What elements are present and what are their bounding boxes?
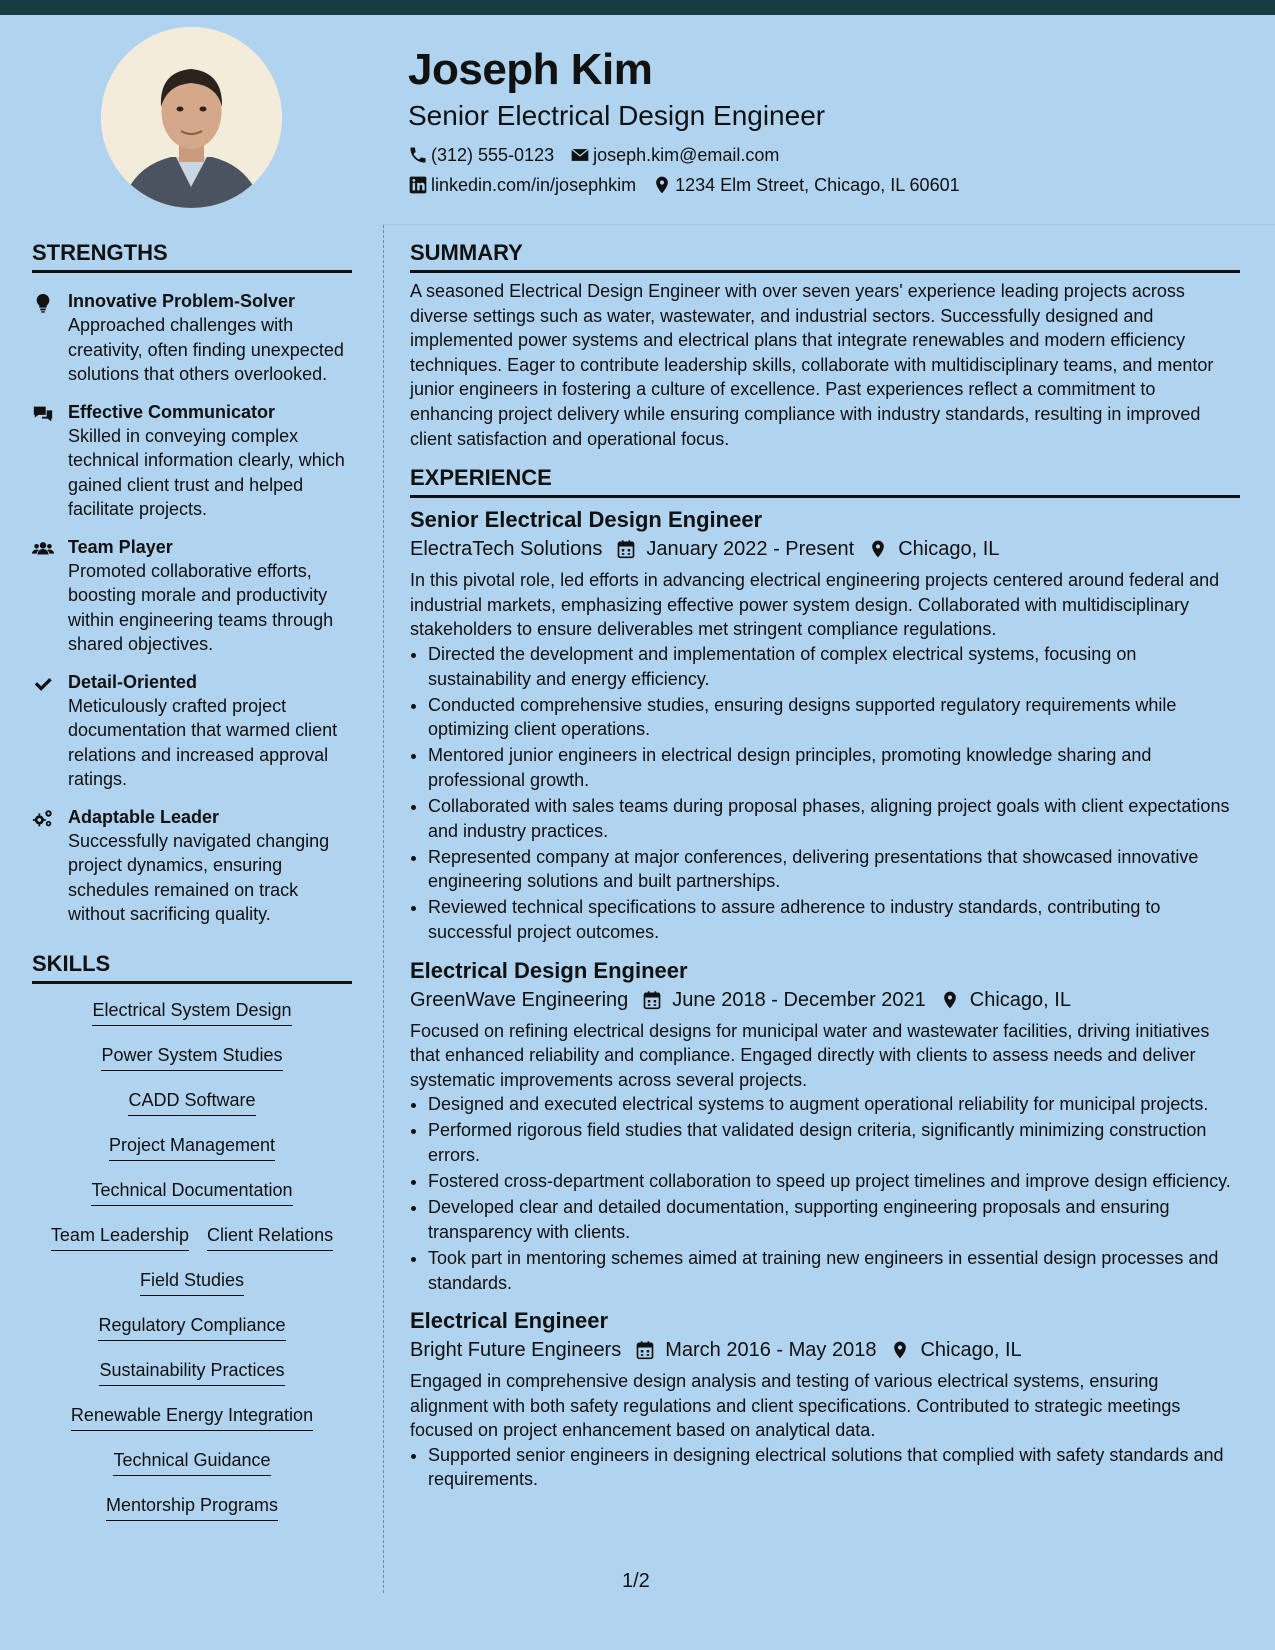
linkedin-icon [408,175,428,195]
job-description: In this pivotal role, led efforts in advancing electrical engineering projects centered around federal and industrial markets, emphasizing effective power system design. Collaborated with multidisciplinary stakeholders to ensure deliverables met stringent compliance regulations. [410,570,1220,640]
phone-number: (312) 555-0123 [431,145,555,165]
job-meta [410,1335,1240,1365]
bullet-item: • Collaborated with sales teams during proposal phases, aligning project goals with client expectations and industry practices. [428,794,1240,843]
email-address: joseph.kim@email.com [593,145,780,165]
skill-tag: Power System Studies [101,1043,282,1071]
company-name: ElectraTech Solutions [410,538,603,561]
bullet-item: • Represented company at major conferences, delivering presentations that showcased innovative engineering solutions and built partnerships. [428,845,1240,894]
strength-description: Meticulously crafted project documentation that warmed client relations and increased approval ratings. [68,695,338,789]
job-location: Chicago, IL [969,988,1071,1011]
strength-item [32,535,352,657]
address-contact [652,170,960,200]
skills-list [32,998,352,1538]
bullet-item: • Fostered cross-department collaboration to speed up project timelines and improve design efficiency. [428,1169,1240,1194]
skill-tag: Client Relations [207,1223,333,1251]
street-address: 1234 Elm Street, Chicago, IL 60601 [675,175,960,195]
bullet-item: • Supported senior engineers in designing electrical solutions that complied with safety standards and requirements. [428,1443,1240,1492]
right-column [410,240,1240,1500]
gears-icon [32,808,54,830]
skill-tag: Regulatory Compliance [98,1313,285,1341]
job-entry [410,1307,1240,1492]
strengths-heading: STRENGTHS [32,240,352,273]
skill-tag: Technical Documentation [91,1178,292,1206]
skill-tag: Team Leadership [51,1223,189,1251]
strength-title: Team Player [68,536,173,557]
envelope-icon [570,145,590,165]
job-entry [410,957,1240,1296]
phone-icon [408,145,428,165]
strength-title: Innovative Problem-Solver [68,291,296,311]
job-title: Electrical Engineer [410,1308,609,1334]
bullet-item: • Took part in mentoring schemes aimed at training new engineers in essential design processes and standards. [428,1246,1240,1295]
job-title: Electrical Design Engineer [410,957,688,983]
comments-icon [32,403,54,425]
job-entry [410,506,1240,944]
map-pin-icon [652,175,672,195]
strength-description: Skilled in conveying complex technical information clearly, which gained client trust and helped facilitate projects. [68,425,345,519]
job-dates: January 2022 - Present [646,538,855,561]
bullet-item: • Designed and executed electrical systems to augment operational reliability for municipal projects. [428,1092,1240,1117]
map-pin-icon [940,990,960,1010]
job-location: Chicago, IL [920,1339,1022,1362]
strength-item [32,670,352,792]
job-location: Chicago, IL [898,538,1000,561]
left-column [32,240,352,1538]
page-indicator: 1/2 [622,1570,650,1592]
strength-title: Detail-Oriented [68,671,198,692]
header-divider [383,224,1275,225]
job-dates: March 2016 - May 2018 [665,1339,877,1362]
phone-contact[interactable] [408,140,554,170]
skills-heading: SKILLS [32,951,352,984]
bullet-item: • Performed rigorous field studies that validated design criteria, significantly minimizing construction errors. [428,1118,1240,1167]
lightbulb-icon [32,292,54,314]
linkedin-url: linkedin.com/in/josephkim [431,175,637,195]
strength-description: Successfully navigated changing project dynamics, ensuring schedules remained on track without sacrificing quality. [68,830,330,924]
job-title: Senior Electrical Design Engineer [410,507,763,533]
company-name: Bright Future Engineers [410,1339,622,1362]
checkmark-icon [32,673,54,695]
skill-tag: Technical Guidance [113,1448,270,1476]
linkedin-contact[interactable] [408,170,636,200]
strength-item [32,805,352,927]
strength-title: Adaptable Leader [68,806,220,827]
calendar-icon [635,1340,655,1360]
summary-heading: SUMMARY [410,240,1240,273]
job-bullets [410,642,1240,945]
contact-row-1 [408,140,1248,170]
bullet-item: • Developed clear and detailed documentation, supporting engineering proposals and ensuring transparency with clients. [428,1195,1240,1244]
job-bullets [410,1092,1240,1295]
column-divider [383,225,384,1593]
email-contact[interactable] [570,140,779,170]
job-description: Engaged in comprehensive design analysis and testing of various electrical systems, ensuring alignment with both safety regulations and client specifications. Contributed to strategic meetings focused on project enhancement based on analytical data. [410,1371,1181,1441]
users-icon [32,538,54,560]
job-meta [410,534,1240,564]
skill-tag: CADD Software [128,1088,255,1116]
strength-item [32,289,352,387]
job-meta [410,985,1240,1015]
candidate-name: Joseph Kim [408,45,653,94]
skill-tag: Project Management [109,1133,275,1161]
skill-tag: Sustainability Practices [99,1358,284,1386]
job-dates: June 2018 - December 2021 [672,988,926,1011]
skill-tag: Field Studies [140,1268,244,1296]
skill-tag: Mentorship Programs [106,1493,278,1521]
map-pin-icon [868,539,888,559]
bullet-item: • Conducted comprehensive studies, ensuring designs supported regulatory requirements while optimizing client operations. [428,693,1240,742]
bullet-item: • Directed the development and implementation of complex electrical systems, focusing on sustainability and energy efficiency. [428,642,1240,691]
strength-title: Effective Communicator [68,401,276,422]
candidate-title: Senior Electrical Design Engineer [408,100,826,131]
skill-tag: Renewable Energy Integration [71,1403,313,1431]
map-pin-icon [890,1340,910,1360]
calendar-icon [642,990,662,1010]
bullet-item: • Mentored junior engineers in electrical design principles, promoting knowledge sharing and professional growth. [428,743,1240,792]
calendar-icon [616,539,636,559]
bullet-item: • Reviewed technical specifications to assure adherence to industry standards, contributing to successful project outcomes. [428,895,1240,944]
skill-tag: Electrical System Design [92,998,291,1026]
company-name: GreenWave Engineering [410,988,629,1011]
strength-item [32,400,352,522]
contact-row-2 [408,170,1248,200]
resume-header [408,40,1248,200]
strength-description: Approached challenges with creativity, often finding unexpected solutions that others overlooked. [68,315,344,384]
profile-photo [101,27,282,208]
summary-text: A seasoned Electrical Design Engineer with over seven years' experience leading projects across diverse settings such as water, wastewater, and industrial sectors. Successfully designed and implemented power systems and electrical plans that integrate renewables and modern efficiency techniques. Eager to contribute leadership skills, collaborate with multidisciplinary teams, and mentor junior engineers in fostering a culture of excellence. Past experiences reflect a commitment to enhancing project delivery while ensuring compliance with industry standards, resulting in improved client satisfaction and operational focus. [410,281,1214,449]
top-accent-bar [0,0,1275,15]
experience-heading: EXPERIENCE [410,465,1240,498]
job-bullets [410,1443,1240,1492]
job-description: Focused on refining electrical designs for municipal water and wastewater facilities, driving initiatives that enhanced reliability and compliance. Engaged directly with clients to assess needs and deliver systematic improvements across several projects. [410,1020,1210,1090]
strength-description: Promoted collaborative efforts, boosting morale and productivity within engineering teams through shared objectives. [68,560,334,654]
